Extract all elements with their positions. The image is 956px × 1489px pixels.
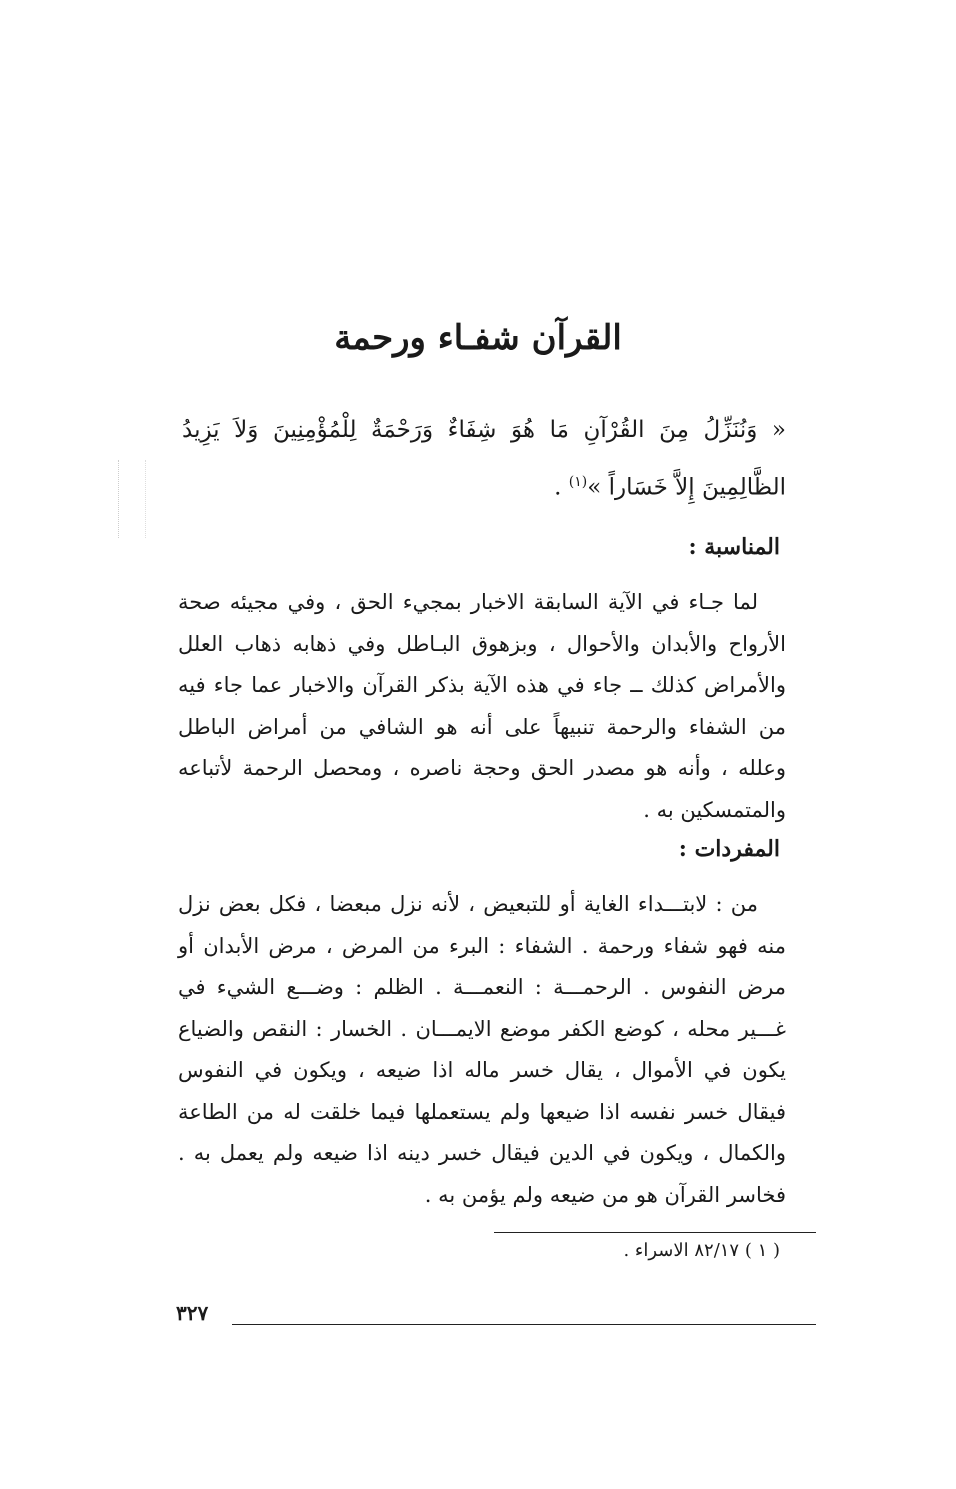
section-body-mufradat bbox=[178, 884, 786, 1216]
paragraph-text: من : لابتـــداء الغاية أو للتبعيض ، لأنه نزل مبعضا ، فكل بعض نزل منه فهو شفاء ورحمة . الشفاء : البرء من المرض ، مرض الأبدان أو مرض النفوس . الرحمـــة : النعمـــة . الظلم : وضـــع الشيء في غـــير محله ، كوضع الكفر موضع الايمـــان . الخسار : النقص والضياع يكون في الأموال ، يقال خسر ماله اذا ضيعه ، ويكون في النفوس فيقال خسر نفسه اذا ضيعها ولم يستعملها فيما خلقت له من الطاعة والكمال ، ويكون في الدين فيقال خسر دينه اذا ضيعه ولم يعمل به . فخاسر القرآن هو من ضيعه ولم يؤمن به . bbox=[178, 892, 786, 1207]
verse-text: « وَنُنَزِّلُ مِنَ القُرْآنِ مَا هُوَ شِفَاءٌ وَرَحْمَةٌ لِلْمُؤْمِنِينَ وَلاَ يَزِيدُ الظَّالِمِينَ إِلاَّ خَسَاراً » bbox=[182, 417, 786, 501]
page-bottom-rule bbox=[232, 1324, 816, 1325]
footnote: ( ١ ) ٨٢/١٧ الاسراء . bbox=[623, 1240, 780, 1261]
page-title: القرآن شفـاء ورحمة bbox=[334, 318, 622, 358]
verse-end: . bbox=[554, 474, 569, 501]
footnote-divider bbox=[494, 1232, 816, 1233]
section-body-munasaba bbox=[178, 582, 786, 831]
quran-verse bbox=[182, 404, 786, 514]
verse-footnote-ref: (١) bbox=[568, 474, 588, 490]
page-number: ٣٢٧ bbox=[176, 1301, 209, 1325]
section-heading-mufradat: المفردات : bbox=[678, 836, 780, 862]
margin-scan-marks bbox=[118, 460, 146, 538]
paragraph-text: لما جـاء في الآية السابقة الاخبار بمجيء الحق ، وفي مجيئه صحة الأرواح والأبدان والأحوال ، وبزهوق البـاطل وفي ذهابه ذهاب العلل والأمراض كذلك ــ جاء في هذه الآية بذكر القرآن والاخبار عما جاء فيه من الشفاء والرحمة تنبيهاً على أنه هو الشافي من أمراض الباطل وعلله ، وأنه هو مصدر الحق وحجة ناصره ، ومحصل الرحمة لأتباعه والمتمسكين به . bbox=[178, 590, 786, 822]
section-heading-munasaba: المناسبة : bbox=[688, 534, 780, 560]
